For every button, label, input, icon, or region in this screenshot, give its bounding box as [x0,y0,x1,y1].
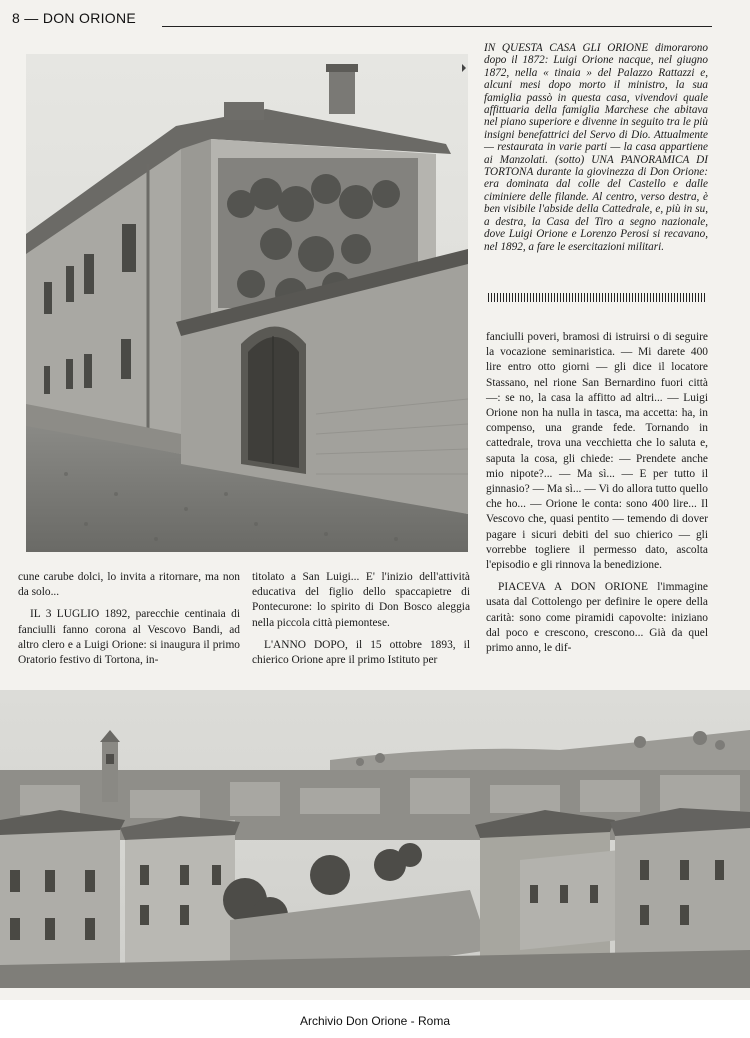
paragraph: cune carube dolci, lo invita a ritornare, ma non da solo... [18,571,240,599]
text-column-2 [252,570,470,675]
photo-caption: IN QUESTA CASA GLI ORIONE dimorarono dopo il 1872: Luigi Orione nacque, nel giugno 1872, nella « tinaia » del Palazzo Rattazzi e, alcuni mesi dopo morto il ministro, la sua famiglia passò in questa casa, vivendovi quale affittuaria della famiglia Marchese che abitava nel piano superiore e divenne in seguito tra le più insigni benefattrici del Servo di Dio. Attualmente — restaurata in varie parti — la casa appartiene ai Manzolati. (sotto) UNA PANORAMICA DI TORTONA durante la giovinezza di Don Orione: era dominata dal colle del Castello e dalle ciminiere delle filande. Al centro, verso destra, è ben visibile l'abside della Cattedrale, e, più in su, a destra, la Casa del Tiro a segno nazionale, dove Luigi Orione e Lorenzo Perosi si recavano, nel 1892, a fare le esercitazioni militari. [484,42,708,253]
text-column-3 [486,330,708,663]
text-column-1 [18,570,240,675]
paragraph: fanciulli poveri, bramosi di istruirsi o di seguire la vocazione seminaristica. — Mi darete 400 lire entro otto giorni — gli dice il locatore Stassano, nel rione San Bernardino fuori città —: se no, la casa la affitto ad altri... — Luigi Orione non ha nulla in tasca, ma accetta: ha, in compenso, una grande fede. Tornando in cattedrale, trova una vecchietta che lo saluta e, saputa la cosa, gli chiede: — Prendete anche mio nipote?... — Ma sì... — E per tutto il ginnasio? — Ma sì... — Vi do allora tutto quello che ho... — Orione le conta: sono 400 lire... Il Vescovo che, quasi pentito — temendo di dover pagare i sicuri debiti del suo chierico — gli vorrebbe togliere il permesso dato, ascolta l'episodio e gli rinnova la benedizione. [486,331,708,572]
panorama-drawing [0,690,750,988]
paragraph: IL 3 LUGLIO 1892, parecchie centinaia di fanciulli fanno corona al Vescovo Bandi, ad altro clero e a Luigi Orione: si inaugura il primo Oratorio festivo di Tortona, in- [18,608,240,667]
page-number: 8 [12,10,21,26]
decorative-separator [488,293,706,302]
header-rule [162,26,712,27]
archive-credit: Archivio Don Orione - Roma [299,1014,451,1028]
house-photo-drawing [26,54,468,552]
header-dash: — [24,10,39,26]
house-photo [26,54,468,552]
paragraph: titolato a San Luigi... E' l'inizio dell'attività educativa del figlio dello spaccapietre di Pontecurone: lo spirito di Don Bosco aleggia nella piccola città piemontese. [252,571,470,629]
edge-arrow-mark [462,64,466,72]
tortona-panorama-photo [0,690,750,988]
page-header [12,10,712,32]
paragraph: PIACEVA A DON ORIONE l'immagine usata dal Cottolengo per definire le opere della carità: sono come piramidi capovolte: iniziano dal poco e crescono, crescono... Già da quel primo anno, le dif- [486,581,708,655]
running-title: DON ORIONE [42,10,137,26]
paragraph: L'ANNO DOPO, il 15 ottobre 1893, il chierico Orione apre il primo Istituto per [252,638,470,667]
